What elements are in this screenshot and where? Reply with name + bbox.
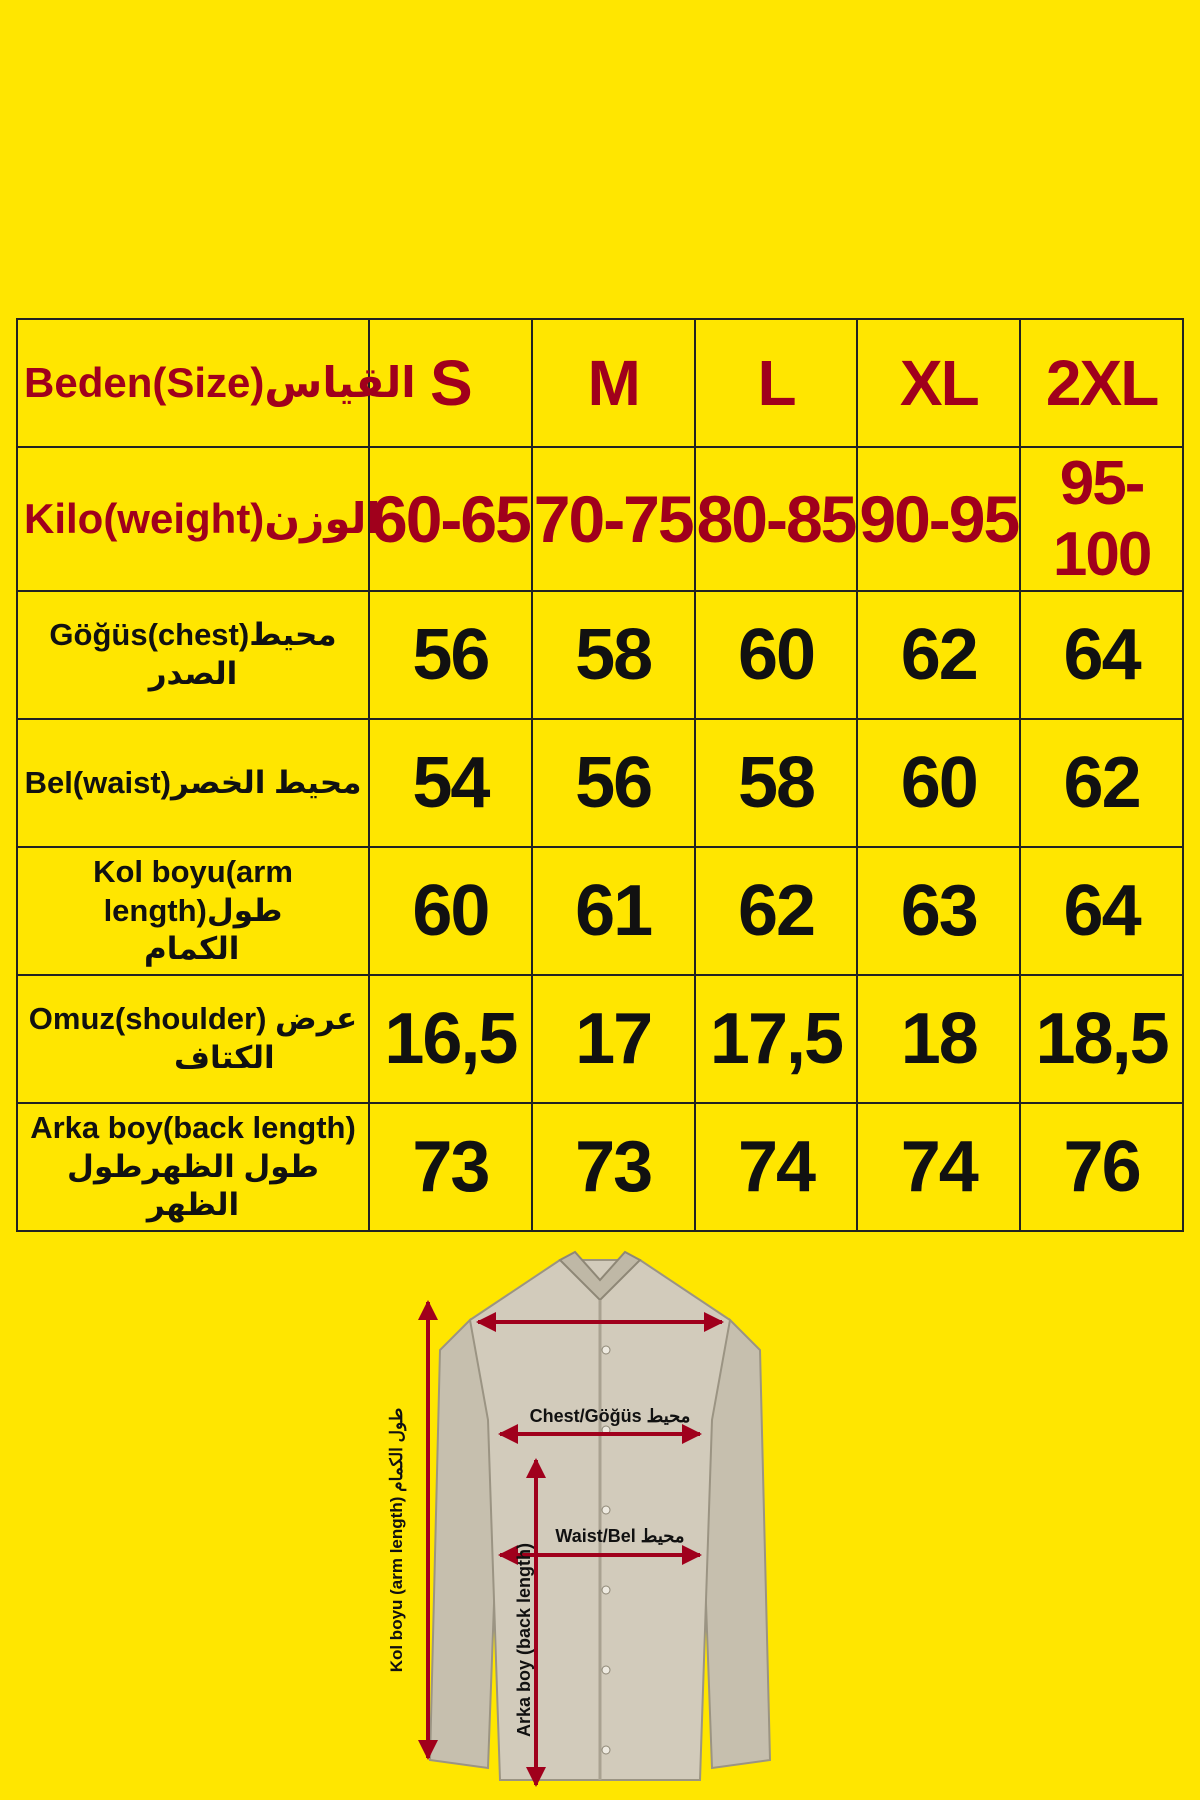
size-label: Beden(Size)القياس bbox=[17, 319, 369, 447]
size-xl: XL bbox=[857, 319, 1020, 447]
back-length-m: 73 bbox=[532, 1103, 695, 1231]
chest-m: 58 bbox=[532, 591, 695, 719]
chest-l: 60 bbox=[695, 591, 858, 719]
shirt-illustration bbox=[430, 1252, 770, 1780]
back-length-label-line1: Arka boy(back length) bbox=[30, 1109, 356, 1145]
size-2xl: 2XL bbox=[1020, 319, 1183, 447]
button bbox=[602, 1346, 610, 1354]
shoulder-l: 17,5 bbox=[695, 975, 858, 1103]
weight-s: 60-65 bbox=[369, 447, 532, 591]
back-length-arrow-label: Arka boy (back length) bbox=[514, 1542, 534, 1738]
size-row bbox=[17, 319, 1183, 447]
arm-length-label-line1: Kol boyu(arm length)طول bbox=[93, 853, 293, 928]
shoulder-label bbox=[17, 975, 369, 1103]
back-length-s: 73 bbox=[369, 1103, 532, 1231]
shoulder-m: 17 bbox=[532, 975, 695, 1103]
button bbox=[602, 1586, 610, 1594]
back-length-2xl: 76 bbox=[1020, 1103, 1183, 1231]
back-length-row bbox=[17, 1103, 1183, 1231]
shoulder-2xl: 18,5 bbox=[1020, 975, 1183, 1103]
shoulder-label-line2: الكتاف bbox=[174, 1040, 275, 1075]
chest-arrow-label: Chest/Göğüs محيط bbox=[529, 1406, 691, 1426]
shoulder-label-line1: Omuz(shoulder) عرض bbox=[28, 1001, 358, 1037]
waist-row bbox=[17, 719, 1183, 847]
weight-label: Kilo(weight)الوزن bbox=[17, 447, 369, 591]
shoulder-xl: 18 bbox=[857, 975, 1020, 1103]
size-l: L bbox=[695, 319, 858, 447]
arm-length-label bbox=[17, 847, 369, 975]
button bbox=[602, 1746, 610, 1754]
weight-xl: 90-95 bbox=[857, 447, 1020, 591]
chest-s: 56 bbox=[369, 591, 532, 719]
waist-s: 54 bbox=[369, 719, 532, 847]
waist-m: 56 bbox=[532, 719, 695, 847]
waist-l: 58 bbox=[695, 719, 858, 847]
size-s: S bbox=[369, 319, 532, 447]
back-length-xl: 74 bbox=[857, 1103, 1020, 1231]
arm-length-m: 61 bbox=[532, 847, 695, 975]
chest-xl: 62 bbox=[857, 591, 1020, 719]
waist-arrow-label: Waist/Bel محيط bbox=[555, 1526, 685, 1546]
arm-length-s: 60 bbox=[369, 847, 532, 975]
waist-xl: 60 bbox=[857, 719, 1020, 847]
arm-length-arrow-label: Kol boyu (arm length) طول الكمام bbox=[387, 1407, 406, 1673]
weight-m: 70-75 bbox=[532, 447, 695, 591]
button bbox=[602, 1506, 610, 1514]
arm-length-row bbox=[17, 847, 1183, 975]
weight-row bbox=[17, 447, 1183, 591]
chest-2xl: 64 bbox=[1020, 591, 1183, 719]
chest-row bbox=[17, 591, 1183, 719]
size-chart-table bbox=[16, 318, 1184, 1232]
back-length-label-line2: طول الظهرطول الظهر bbox=[67, 1148, 319, 1223]
shoulder-s: 16,5 bbox=[369, 975, 532, 1103]
size-m: M bbox=[532, 319, 695, 447]
arm-length-label-line2: الكمام bbox=[144, 931, 240, 967]
arm-length-2xl: 64 bbox=[1020, 847, 1183, 975]
back-length-l: 74 bbox=[695, 1103, 858, 1231]
shirt-measurement-diagram bbox=[0, 1240, 1200, 1800]
waist-2xl: 62 bbox=[1020, 719, 1183, 847]
arm-length-l: 62 bbox=[695, 847, 858, 975]
button bbox=[602, 1666, 610, 1674]
waist-label: Bel(waist)محيط الخصر bbox=[17, 719, 369, 847]
weight-l: 80-85 bbox=[695, 447, 858, 591]
shoulder-row bbox=[17, 975, 1183, 1103]
weight-2xl: 95-100 bbox=[1020, 447, 1183, 591]
back-length-label bbox=[17, 1103, 369, 1231]
chest-label: Göğüs(chest)محيط الصدر bbox=[17, 591, 369, 719]
arm-length-xl: 63 bbox=[857, 847, 1020, 975]
